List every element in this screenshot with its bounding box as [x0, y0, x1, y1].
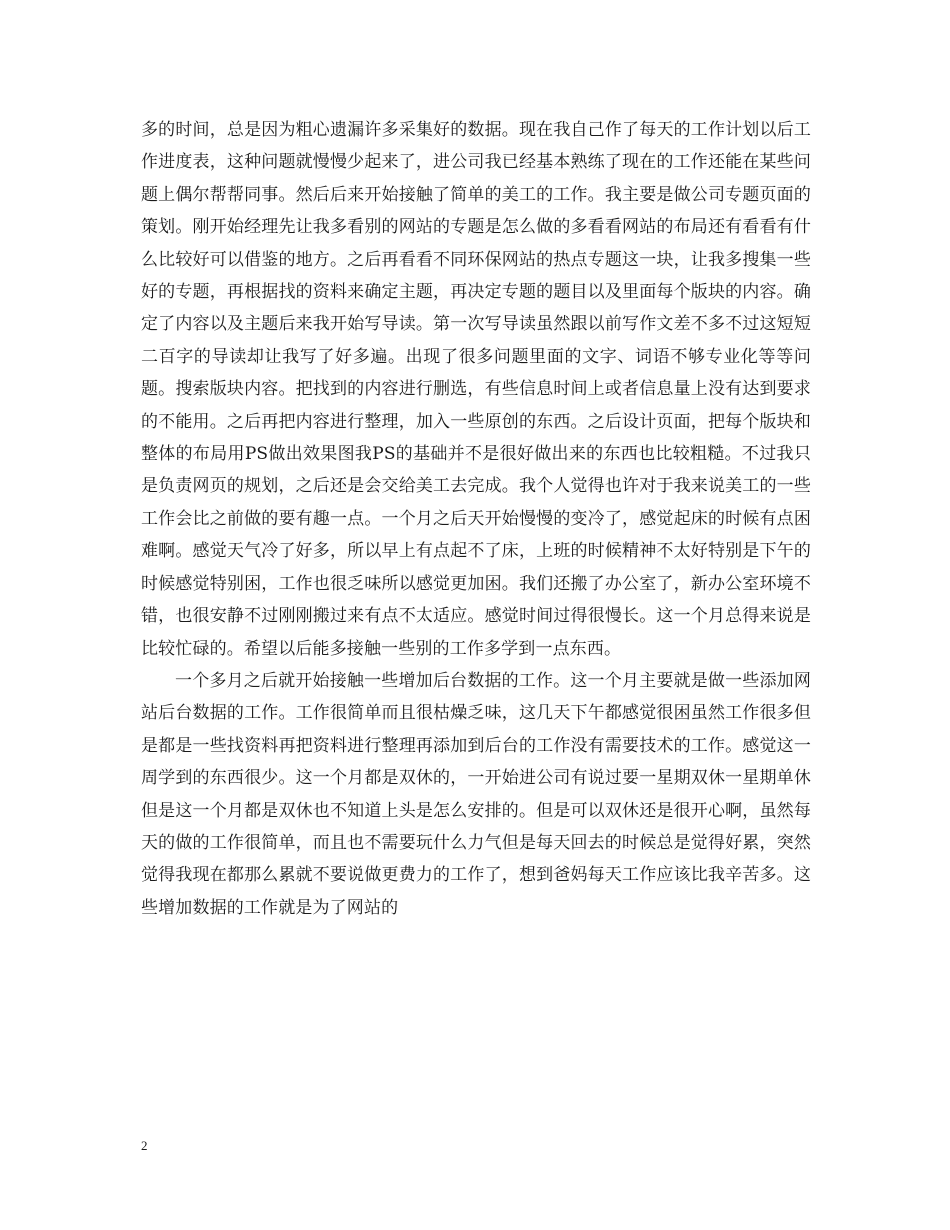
page-number: 2 [141, 1138, 148, 1153]
paragraph-2: 一个多月之后就开始接触一些增加后台数据的工作。这一个月主要就是做一些添加网站后台数据的工作。工作很简单而且很枯燥乏味，这几天下午都感觉很困虽然工作很多但是都是一些找资料再把资料进行整理再添加到后台的工作没有需要技术的工作。感觉这一周学到的东西很少。这一个月都是双休的，一开始进公司有说过要一星期双休一星期单休但是这一个月都是双休也不知道上头是怎么安排的。但是可以双休还是很开心啊，虽然每天的做的工作很简单，而且也不需要玩什么力气但是每天回去的时候总是觉得好累，突然觉得我现在都那么累就不要说做更费力的工作了，想到爸妈每天工作应该比我辛苦多。这些增加数据的工作就是为了网站的 [141, 670, 811, 918]
document-body [141, 114, 811, 924]
paragraph-1: 多的时间，总是因为粗心遗漏许多采集好的数据。现在我自己作了每天的工作计划以后工作进度表，这种问题就慢慢少起来了，进公司我已经基本熟练了现在的工作还能在某些问题上偶尔帮帮同事。然后后来开始接触了简单的美工的工作。我主要是做公司专题页面的策划。刚开始经理先让我多看别的网站的专题是怎么做的多看看网站的布局还有看看有什么比较好可以借鉴的地方。之后再看看不同环保网站的热点专题这一块，让我多搜集一些好的专题，再根据找的资料来确定主题，再决定专题的题目以及里面每个版块的内容。确定了内容以及主题后来我开始写导读。第一次写导读虽然跟以前写作文差不多不过这短短二百字的导读却让我写了好多遍。出现了很多问题里面的文字、词语不够专业化等等问题。搜索版块内容。把找到的内容进行删选，有些信息时间上或者信息量上没有达到要求的不能用。之后再把内容进行整理，加入一些原创的东西。之后设计页面，把每个版块和整体的布局用PS做出效果图我PS的基础并不是很好做出来的东西也比较粗糙。不过我只是负责网页的规划，之后还是会交给美工去完成。我个人觉得也许对于我来说美工的一些工作会比之前做的要有趣一点。一个月之后天开始慢慢的变冷了，感觉起床的时候有点困难啊。感觉天气冷了好多，所以早上有点起不了床，上班的时候精神不太好特别是下午的时候感觉特别困，工作也很乏味所以感觉更加困。我们还搬了办公室了，新办公室环境不错，也很安静不过刚刚搬过来有点不太适应。感觉时间过得很慢长。这一个月总得来说是比较忙碌的。希望以后能多接触一些别的工作多学到一点东西。 [141, 120, 811, 659]
